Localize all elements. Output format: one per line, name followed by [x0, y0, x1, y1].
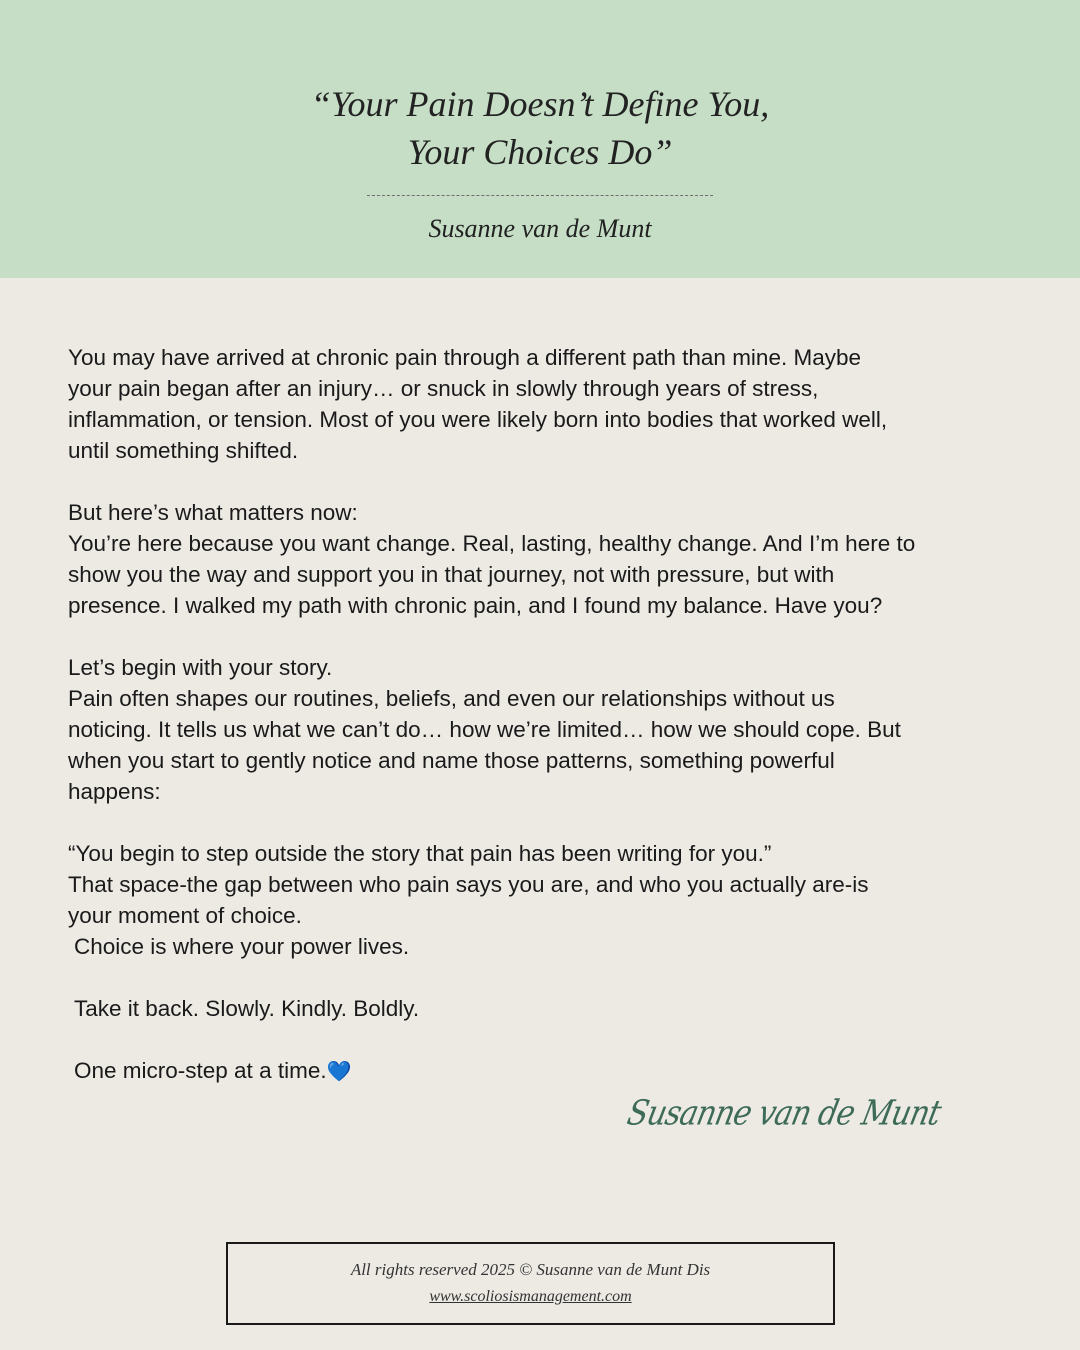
title-line-1: “Your Pain Doesn’t Define You, — [310, 84, 770, 124]
page-title — [0, 80, 1080, 176]
header-author: Susanne van de Munt — [428, 214, 652, 243]
paragraph-1: You may have arrived at chronic pain through a different path than mine. Maybe your pain began after an injury… or snuck in slowly through years of stress, inflammation, or tension. Most of you were likely born into bodies that worked well, until something shifted. — [68, 345, 888, 463]
paragraph-6 — [68, 1055, 1028, 1088]
blue-heart-icon: 💙 — [326, 1061, 352, 1083]
footer-box — [226, 1242, 835, 1325]
title-line-2: Your Choices Do” — [407, 132, 673, 172]
paragraph-3: Let’s begin with your story. Pain often shapes our routines, beliefs, and even our relationships without us noticing. It tells us what we can’t do… how we’re limited… how we should cope. But when you start to gently notice and name those patterns, something powerful happens: — [68, 655, 901, 804]
paragraph-4b: Choice is where your power lives. — [74, 934, 410, 959]
paragraph-6-text: One micro-step at a time. — [74, 1058, 327, 1083]
article-body — [68, 342, 1028, 1088]
header-banner — [0, 0, 1080, 278]
handwritten-signature: Susanne van de Munt — [623, 1093, 944, 1134]
paragraph-5: Take it back. Slowly. Kindly. Boldly. — [74, 996, 420, 1021]
paragraph-2: But here’s what matters now: You’re here because you want change. Real, lasting, healthy change. And I’m here to show you the way and support you in that journey, not with pressure, but with presence. I walked my path with chronic pain, and I found my balance. Have you? — [68, 500, 916, 618]
paragraph-4: “You begin to step outside the story that pain has been writing for you.” That space-the gap between who pain says you are, and who you actually are-is your moment of choice. — [68, 841, 869, 928]
copyright-text: All rights reserved 2025 © Susanne van de Munt Dis — [350, 1260, 711, 1279]
dashed-divider — [367, 195, 713, 196]
website-link[interactable]: www.scoliosismanagement.com — [429, 1288, 632, 1305]
